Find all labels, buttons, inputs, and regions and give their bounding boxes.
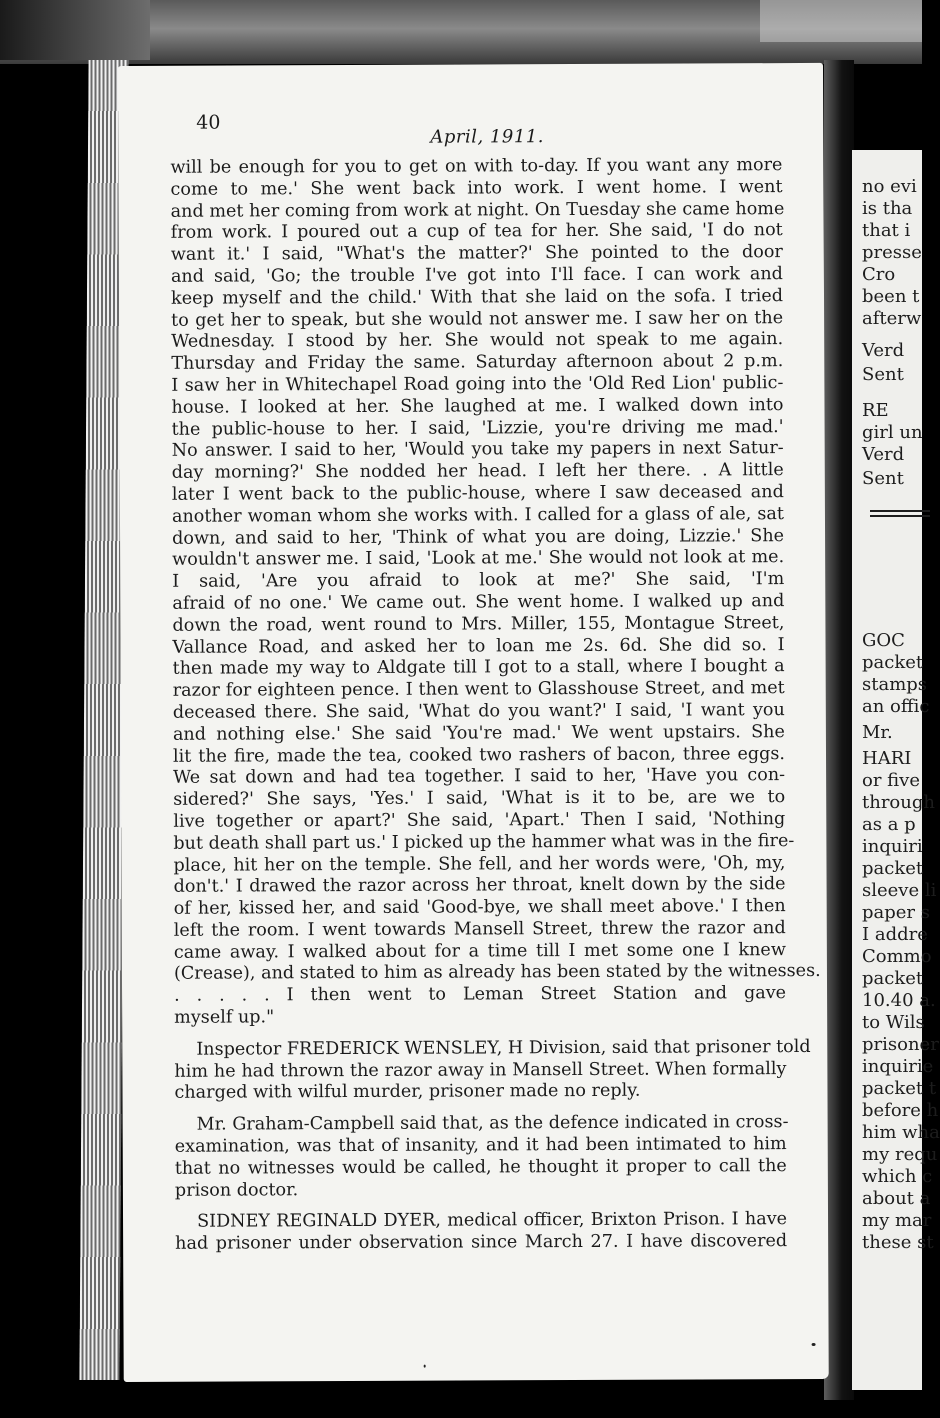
text-line: but death shall part us.' I picked up the hammer what was in the fire- — [173, 830, 795, 854]
text-line: come to me.' She went back into work. I went home. I went — [170, 176, 783, 200]
facing-fragment: him wha — [862, 1122, 940, 1143]
facing-fragment: Verd — [862, 340, 905, 361]
text-line: had prisoner under observation since March 27. I have discovered — [175, 1231, 788, 1255]
text-line: the public-house to her. I said, 'Lizzie, you're driving me mad.' — [171, 416, 784, 440]
text-line: keep myself and the child.' With that she laid on the sofa. I tried — [170, 285, 784, 309]
facing-fragment: 10.40 a. — [862, 990, 936, 1011]
facing-fragment: girl un — [862, 422, 923, 443]
section-rule — [870, 510, 930, 512]
text-line: deceased there. She said, 'What do you want?' I said, 'I want you — [172, 700, 785, 723]
facing-fragment: or five — [862, 770, 920, 791]
scan-glare — [760, 0, 922, 42]
facing-fragment: inquirie — [862, 1056, 934, 1077]
text-line: sidered?' She says, 'Yes.' I said, 'What is it to be, are we to — [173, 787, 786, 810]
campbell-paragraph — [175, 1112, 787, 1202]
facing-fragment: to Wils — [862, 1012, 925, 1033]
facing-fragment: inquiri — [862, 836, 923, 857]
text-line: wouldn't answer me. I said, 'Look at me.' She would not look at me. — [172, 547, 785, 571]
facing-fragment: Commo — [862, 946, 932, 967]
text-line: left the room. I went towards Mansell Street, threw the razor and — [173, 917, 786, 941]
facing-fragment: my mar — [862, 1210, 932, 1231]
text-line: charged with wilful murder, prisoner made no reply. — [174, 1081, 641, 1104]
facing-fragment: been t — [862, 286, 920, 307]
facing-fragment: Verd — [862, 444, 905, 465]
facing-fragment: afterw — [862, 308, 922, 329]
facing-fragment: stamps — [862, 674, 928, 695]
facing-fragment: sleeve li — [862, 880, 937, 901]
book-gutter — [824, 60, 854, 1400]
facing-page — [852, 150, 940, 1390]
facing-fragment: as a p — [862, 814, 916, 835]
facing-fragment: Sent — [862, 364, 904, 385]
facing-fragment: packet t — [862, 1078, 937, 1099]
text-line: No answer. I said to her, 'Would you take my papers in next Satur- — [171, 438, 784, 462]
facing-fragment: that i — [862, 220, 911, 241]
running-head — [430, 126, 544, 147]
text-line: later I went back to the public-house, where I saw deceased and — [171, 482, 784, 505]
text-line: afraid of no one.' We came out. She went home. I walked up and — [172, 591, 785, 614]
facing-fragment: Sent — [862, 468, 904, 489]
text-line: that no witnesses would be called, he thought it proper to call the — [174, 1155, 787, 1179]
text-line: myself up." — [174, 1007, 275, 1028]
facing-fragment: these st — [862, 1232, 934, 1253]
text-line: him he had thrown the razor away in Mansell Street. When formally — [174, 1058, 787, 1082]
facing-fragment: packet — [862, 858, 924, 879]
text-line: and said, 'Go; the trouble I've got into I'll face. I can work and — [170, 264, 783, 287]
text-line: I said, 'Are you afraid to look at me?' She said, 'I'm — [172, 569, 785, 592]
facing-fragment: Mr. — [862, 722, 893, 743]
body-text — [170, 155, 821, 1256]
text-line: prison doctor. — [174, 1179, 299, 1201]
text-line: to get her to speak, but she would not answer me. I saw her on the — [171, 307, 784, 331]
text-line: and met her coming from work at night. On Tuesday she came home — [170, 198, 785, 222]
print-speck — [424, 1365, 426, 1368]
text-line: Thursday and Friday the same. Saturday afternoon about 2 p.m. — [171, 351, 784, 374]
text-line: Mr. Graham-Campbell said that, as the defence indicated in cross- — [196, 1112, 789, 1135]
wensley-paragraph — [174, 1036, 811, 1105]
text-line: day morning?' She nodded her head. I left her there. . A little — [171, 460, 784, 483]
text-line: down, and said to her, 'Think of what you are doing, Lizzie.' She — [172, 525, 785, 549]
facing-fragment: through — [862, 792, 935, 813]
text-line: came away. I walked about for a time till I met some one I knew — [173, 939, 786, 963]
text-line: then made my way to Aldgate till I got to a stall, where I bought a — [172, 656, 785, 680]
text-line: house. I looked at her. She laughed at me. I walked down into — [171, 394, 784, 418]
text-line: SIDNEY REGINALD DYER, medical officer, Brixton Prison. I have — [197, 1209, 788, 1233]
text-line: Inspector FREDERICK WENSLEY, H Division, said that prisoner told — [196, 1036, 811, 1060]
facing-fragment: paper s — [862, 902, 930, 923]
book-page — [118, 63, 829, 1382]
facing-fragment: which c — [862, 1166, 933, 1187]
facing-fragment: my requ — [862, 1144, 938, 1165]
facing-fragment: prisoner — [862, 1034, 939, 1055]
facing-fragment: before h — [862, 1100, 939, 1121]
facing-fragment: presse — [862, 242, 922, 263]
facing-fragment: I addre — [862, 924, 928, 945]
facing-fragment: packet — [862, 968, 924, 989]
dyer-paragraph — [175, 1210, 787, 1256]
text-line: live together or apart?' She said, 'Apart.' Then I said, 'Nothing — [173, 809, 786, 832]
text-line: razor for eighteen pence. I then went to Glasshouse Street, and met — [172, 678, 785, 701]
text-line: We sat down and had tea together. I said to her, 'Have you con- — [173, 765, 786, 789]
scan-shadow — [0, 0, 150, 60]
text-line: examination, was that of insanity, and it had been intimated to him — [174, 1134, 787, 1157]
print-speck — [812, 1343, 816, 1346]
text-line: from work. I poured out a cup of tea for her. She said, 'I do not — [170, 220, 783, 244]
facing-fragment: RE — [862, 400, 889, 421]
section-rule — [870, 515, 930, 517]
text-line: another woman whom she works with. I called for a glass of ale, sat — [171, 503, 785, 527]
page-number: 40 — [196, 111, 221, 134]
facing-fragment: about a — [862, 1188, 931, 1209]
text-line: lit the fire, made the tea, cooked two rashers of bacon, three eggs. — [172, 743, 786, 767]
text-line: will be enough for you to get on with to-day. If you want any more — [170, 155, 783, 178]
text-line: I saw her in Whitechapel Road going into the 'Old Red Lion' public- — [171, 373, 784, 396]
text-line: don't.' I drawed the razor across her throat, knelt down by the side — [173, 874, 786, 898]
text-line: down the road, went round to Mrs. Miller, 155, Montague Street, — [172, 612, 785, 636]
facing-fragment: GOC — [862, 630, 905, 651]
facing-fragment: HARI — [862, 748, 912, 769]
text-line: (Crease), and stated to him as already has been stated by the witnesses. — [173, 961, 821, 985]
facing-fragment: is tha — [862, 198, 913, 219]
text-line: Vallance Road, and asked her to loan me 2s. 6d. She did so. I — [172, 634, 785, 658]
text-line: want it.' I said, "What's the matter?' She pointed to the door — [170, 242, 783, 265]
facing-fragment: Cro — [862, 264, 896, 285]
running-head-text: April, 1911. — [430, 126, 544, 148]
facing-fragment: an offic — [862, 696, 930, 717]
text-line: of her, kissed her, and said 'Good-bye, we shall meet above.' I then — [173, 896, 786, 919]
facing-fragment: no evi — [862, 176, 917, 197]
text-line: place, hit her on the temple. She fell, and her words were, 'Oh, my, — [173, 852, 786, 876]
statement-paragraph — [170, 155, 821, 1030]
facing-fragment: packet — [862, 652, 924, 673]
text-line: Wednesday. I stood by her. She would not speak to me again. — [171, 329, 784, 353]
text-line: . . . . . I then went to Leman Street Station and gave — [174, 983, 787, 1007]
text-line: and nothing else.' She said 'You're mad.' We went upstairs. She — [172, 721, 785, 745]
